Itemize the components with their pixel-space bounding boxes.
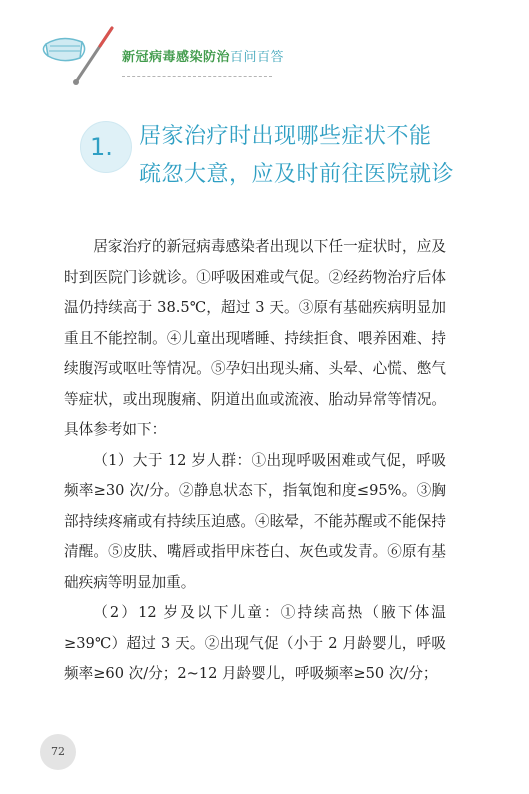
series-title-main: 新冠病毒感染防治 (122, 50, 231, 65)
answer-intro-paragraph: 居家治疗的新冠病毒感染者出现以下任一症状时，应及时到医院门诊就诊。①呼吸困难或气促。②经药物治疗后体温仍持续高于 38.5℃，超过 3 天。③原有基础疾病明显加重且不能控制。④儿童出现嗜睡、持续拒食、喂养困难、持续腹泻或呕吐等情况。⑤孕妇出现头痛、头晕、心慌、憋气等症状，或出现腹痛、阴道出血或流液、胎动异常等情况。具体参考如下： (64, 238, 446, 438)
question-title-line1: 居家治疗时出现哪些症状不能 (139, 124, 432, 149)
answer-body (64, 232, 446, 690)
mask-and-thermometer-icon (40, 22, 120, 102)
answer-children-paragraph: （2）12 岁及以下儿童：①持续高热（腋下体温≥39℃）超过 3 天。②出现气促（小于 2 月龄婴儿，呼吸频率≥60 次/分；2~12 月龄婴儿，呼吸频率≥50 次/分； (64, 604, 446, 682)
question-title-line2: 疏忽大意，应及时前往医院就诊 (139, 162, 455, 187)
series-title-suffix: 百问百答 (230, 50, 285, 65)
question-title (139, 118, 479, 194)
answer-adults-paragraph: （1）大于 12 岁人群：①出现呼吸困难或气促，呼吸频率≥30 次/分。②静息状态下，指氧饱和度≤95%。③胸部持续疼痛或有持续压迫感。④眩晕，不能苏醒或不能保持清醒。⑤皮肤、嘴唇或指甲床苍白、灰色或发青。⑥原有基础疾病等明显加重。 (64, 451, 446, 591)
book-series-title (122, 46, 284, 65)
header-divider (122, 76, 272, 77)
question-number: 1. (90, 133, 113, 161)
page-number: 72 (40, 734, 76, 770)
